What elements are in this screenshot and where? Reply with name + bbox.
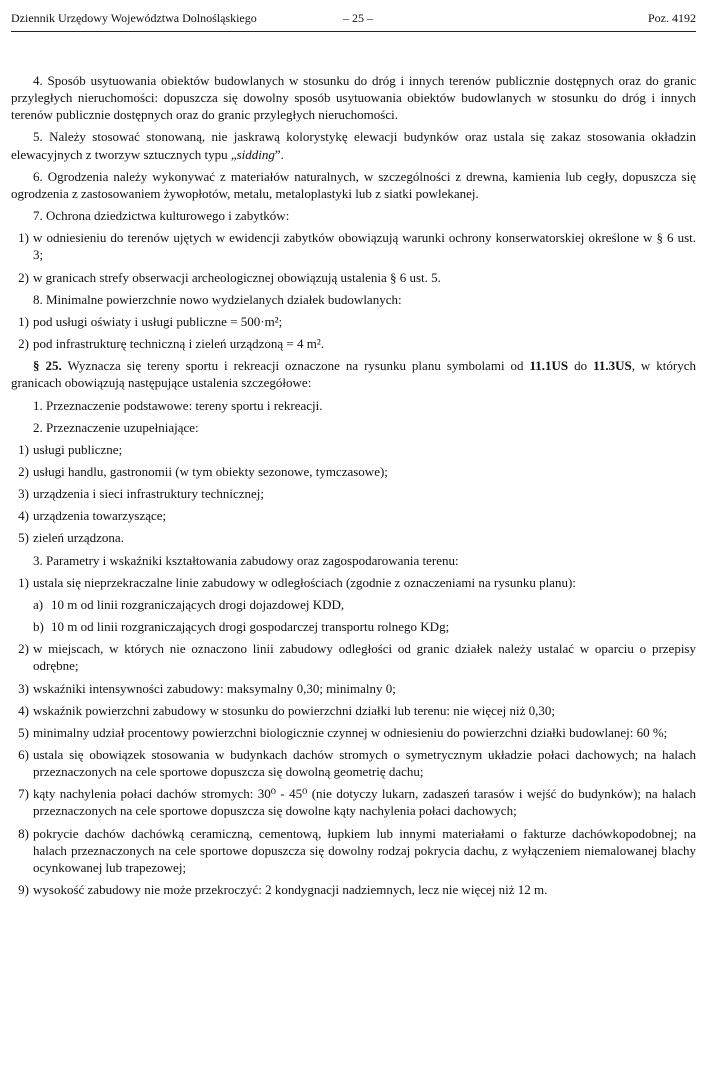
sub-list-item <box>11 596 696 613</box>
paragraph-5 <box>11 128 696 162</box>
paragraph-5-italic: sidding <box>236 146 275 162</box>
list-item-text: urządzenia towarzyszące; <box>33 508 167 524</box>
list-item-number: 1) <box>18 441 29 457</box>
list-item <box>11 680 696 697</box>
list-item-text: wysokość zabudowy nie może przekroczyć: 2 kondygnacji nadziemnych, lecz nie więcej niż 12 m. <box>33 882 548 898</box>
list-item-number: 4) <box>18 508 29 524</box>
list-item <box>11 881 696 898</box>
list-item-number: 5) <box>18 530 29 546</box>
list-item-text: urządzenia i sieci infrastruktury technicznej; <box>33 486 265 502</box>
list-item-text: kąty nachylenia połaci dachów stromych: 30⁰ - 45⁰ (nie dotyczy lukarn, zadaszeń tarasów i wejść do budynków); na halach przeznaczonych na cele sportowe dopuszcza się dowolne kąty nachylenia połaci dachowych; <box>33 786 696 819</box>
list-item-text: ustala się obowiązek stosowania w budynkach dachów stromych o symetrycznym układzie połaci dachowych; na halach przeznaczonych na cele sportowe dopuszcza się dowolną geometrię dachu; <box>33 747 696 780</box>
journal-title: Dziennik Urzędowy Województwa Dolnośląskiego <box>11 11 257 25</box>
list-item-number: 2) <box>18 463 29 479</box>
section-25-label: § 25. <box>33 358 62 374</box>
list-item-text: 10 m od linii rozgraniczających drogi gospodarczej transportu rolnego KDg; <box>51 619 450 635</box>
list-item-number: 2) <box>18 641 29 657</box>
section-25-point-2: 2. Przeznaczenie uzupełniające: <box>33 419 199 435</box>
list-item-text: w odniesieniu do terenów ujętych w ewidencji zabytków obowiązują warunki ochrony konserwatorskiej określone w § 6 ust. 3; <box>33 230 696 263</box>
document-body <box>11 72 696 903</box>
list-item <box>11 463 696 480</box>
list-item-number: 2) <box>18 336 29 352</box>
page-number: – 25 – <box>343 11 373 25</box>
list-item-text: usługi handlu, gastronomii (w tym obiekty sezonowe, tymczasowe); <box>33 463 388 479</box>
list-item-number: 3) <box>18 486 29 502</box>
list-item-text: wskaźnik powierzchni zabudowy w stosunku do powierzchni działki lub terenu: nie więcej niż 0,30; <box>33 702 556 718</box>
list-item <box>11 485 696 502</box>
section-25-end: , w których granicach obowiązują następujące ustalenia szczegółowe: <box>11 358 696 391</box>
list-item <box>11 746 696 780</box>
list-item-text: minimalny udział procentowy powierzchni biologicznie czynnej w odniesieniu do powierzchni działki budowlanej: 60 %; <box>33 724 668 740</box>
list-item-number: 7) <box>18 786 29 802</box>
list-item-number: a) <box>33 596 44 612</box>
list-item <box>11 507 696 524</box>
list-item-text: w miejscach, w których nie oznaczono linii zabudowy odległości od granic działek należy ustalać w oparciu o przepisy odrębne; <box>33 641 696 674</box>
list-item <box>11 574 696 591</box>
list-item <box>11 335 696 352</box>
paragraph-8-list <box>11 313 696 352</box>
list-item <box>11 269 696 286</box>
list-item-number: 1) <box>18 574 29 590</box>
paragraph-8: 8. Minimalne powierzchnie nowo wydzielanych działek budowlanych: <box>33 291 402 307</box>
symbol-from: 11.1US <box>529 358 569 374</box>
paragraph-4: 4. Sposób usytuowania obiektów budowlanych w stosunku do dróg i innych terenów publicznie dostępnych oraz do granic przyległych nieruchomości: dopuszcza się dowolny sposób usytuowania obiektów budowlanych w stosunku do dróg i innych terenów publicznie dostępnych oraz do granic przyległych nieruchomości. <box>11 73 696 123</box>
list-item <box>11 785 696 819</box>
list-item-number: 1) <box>18 313 29 329</box>
list-item-number: 9) <box>18 882 29 898</box>
section-25-point-1: 1. Przeznaczenie podstawowe: tereny sportu i rekreacji. <box>33 397 323 413</box>
list-item <box>11 313 696 330</box>
position-number: Poz. 4192 <box>648 11 696 25</box>
list-item <box>11 640 696 674</box>
list-item-number: 2) <box>18 269 29 285</box>
list-item <box>11 702 696 719</box>
list-item-number: 8) <box>18 825 29 841</box>
section-25-mid: do <box>568 358 594 374</box>
list-item-text: ustala się nieprzekraczalne linie zabudowy w odległościach (zgodnie z oznaczeniami na rysunku planu): <box>33 574 576 590</box>
point-2-list <box>11 441 696 547</box>
section-25-point-3: 3. Parametry i wskaźniki kształtowania zabudowy oraz zagospodarowania terenu: <box>33 552 459 568</box>
page-header <box>11 11 696 32</box>
list-item-number: 1) <box>18 230 29 246</box>
sub-list-item <box>11 618 696 635</box>
paragraph-7: 7. Ochrona dziedzictwa kulturowego i zabytków: <box>33 208 290 224</box>
symbol-to: 11.3US <box>593 358 632 374</box>
list-item-text: 10 m od linii rozgraniczających drogi dojazdowej KDD, <box>51 596 345 612</box>
paragraph-5-end: ”. <box>274 146 284 162</box>
list-item-text: pod usługi oświaty i usługi publiczne = 500·m²; <box>33 313 283 329</box>
paragraph-6: 6. Ogrodzenia należy wykonywać z materiałów naturalnych, w szczególności z drewna, kamienia lub cegły, dopuszcza się ogrodzenia z zastosowaniem żywopłotów, metalu, metaloplastyki lub z siatki powlekanej. <box>11 168 696 201</box>
list-item-text: w granicach strefy obserwacji archeologicznej obowiązują ustalenia § 6 ust. 5. <box>33 269 441 285</box>
paragraph-7-list <box>11 229 696 285</box>
point-3-sublist <box>11 596 696 635</box>
list-item-number: b) <box>33 619 44 635</box>
section-25 <box>11 357 696 391</box>
list-item-number: 4) <box>18 702 29 718</box>
list-item <box>11 229 696 263</box>
point-3-list <box>11 640 696 898</box>
list-item-text: pokrycie dachów dachówką ceramiczną, cementową, łupkiem lub innymi materiałami o fakturze dachówkopodobnej; na halach przeznaczonych na cele sportowe dopuszcza się dowolny rodzaj pokrycia dachu, z wyłączeniem niemalowanej blachy ocynkowanej lub trapezowej; <box>33 825 696 875</box>
list-item-text: pod infrastrukturę techniczną i zieleń urządzoną = 4 m². <box>33 336 324 352</box>
list-item <box>11 529 696 546</box>
paragraph-5-text: 5. Należy stosować stonowaną, nie jaskrawą kolorystykę elewacji budynków oraz ustala się zakaz stosowania okładzin elewacyjnych z tworzyw sztucznych typu „ <box>11 129 696 162</box>
list-item-number: 6) <box>18 747 29 762</box>
list-item <box>11 825 696 876</box>
list-item-text: zieleń urządzona. <box>33 530 124 546</box>
list-item-number: 3) <box>18 680 29 696</box>
section-25-text: Wyznacza się tereny sportu i rekreacji oznaczone na rysunku planu symbolami od <box>61 358 530 374</box>
list-item-number: 5) <box>18 724 29 740</box>
list-item <box>11 724 696 741</box>
list-item-text: usługi publiczne; <box>33 441 123 457</box>
list-item-text: wskaźniki intensywności zabudowy: maksymalny 0,30; minimalny 0; <box>33 680 396 696</box>
list-item <box>11 441 696 458</box>
